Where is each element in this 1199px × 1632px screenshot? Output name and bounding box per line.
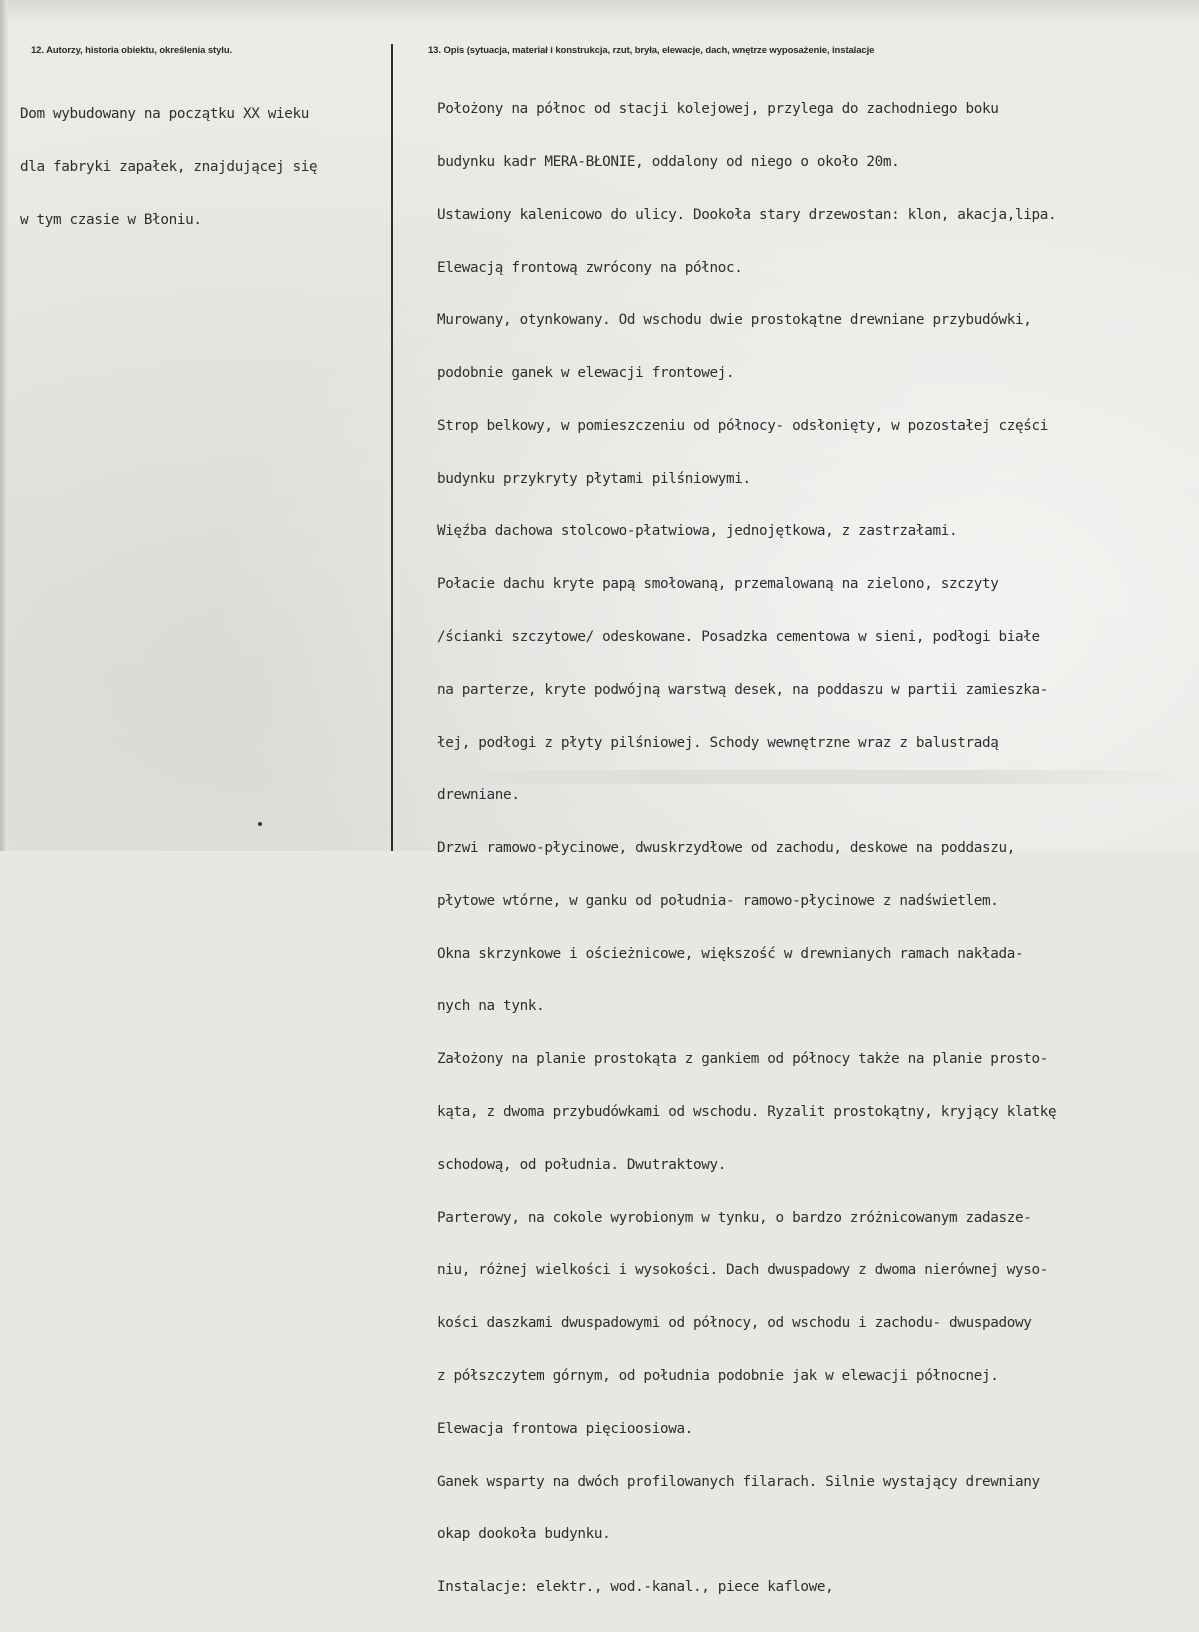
text-line: Elewacja frontowa pięcioosiowa. — [437, 1420, 693, 1437]
text-line: Drzwi ramowo-płycinowe, dwuskrzydłowe od zachodu, deskowe na poddaszu, — [437, 840, 1016, 857]
text-line: Założony na planie prostokąta z gankiem od północy także na planie prosto- — [437, 1051, 1049, 1068]
text-line: niu, różnej wielkości i wysokości. Dach dwuspadowy z dwoma nierównej wyso- — [437, 1262, 1049, 1279]
text-line: budynku kadr MERA-BŁONIE, oddalony od niego o około 20m. — [437, 153, 900, 170]
text-line: na parterze, kryte podwójną warstwą desek, na poddaszu w partii zamieszka- — [437, 681, 1049, 698]
text-line: Połacie dachu kryte papą smołowaną, przemalowaną na zielono, szczyty — [437, 576, 999, 593]
paper-top-edge — [0, 0, 1199, 22]
text-line: Położony na północ od stacji kolejowej, przylega do zachodniego boku — [437, 101, 999, 118]
text-line: z półszczytem górnym, od południa podobnie jak w elewacji północnej. — [437, 1367, 999, 1384]
text-line: podobnie ganek w elewacji frontowej. — [437, 365, 735, 382]
text-line: nych na tynk. — [437, 998, 545, 1015]
text-line: budynku przykryty płytami pilśniowymi. — [437, 470, 751, 487]
text-line: okap dookoła budynku. — [437, 1526, 611, 1543]
text-line: w tym czasie w Błoniu. — [20, 211, 202, 228]
text-line: kąta, z dwoma przybudówkami od wschodu. Ryzalit prostokątny, kryjący klatkę — [437, 1104, 1057, 1121]
section-12-text — [20, 71, 317, 265]
section-12-heading: 12. Autorzy, historia obiektu, określenia stylu. — [31, 45, 233, 56]
text-line: drewniane. — [437, 787, 520, 804]
section-13-heading: 13. Opis (sytuacja, materiał i konstrukcja, rzut, bryła, elewacje, dach, wnętrze wyposażenie, instalacje — [428, 45, 875, 56]
text-line: Elewacją frontową zwrócony na północ. — [437, 259, 743, 276]
text-line: Parterowy, na cokole wyrobionym w tynku, o bardzo zróżnicowanym zadaszе- — [437, 1209, 1032, 1226]
text-line: schodową, od południa. Dwutraktowy. — [437, 1156, 727, 1173]
text-line: dla fabryki zapałek, znajdującej się — [20, 158, 318, 175]
text-line: kości daszkami dwuspadowymi od północy, od wschodu i zachodu- dwuspadowy — [437, 1315, 1032, 1332]
text-line: Instalacje: elektr., wod.-kanal., piece kaflowe, — [437, 1579, 834, 1596]
text-line: Strop belkowy, w pomieszczeniu od północy- odsłonięty, w pozostałej części — [437, 417, 1049, 434]
column-divider — [391, 44, 393, 851]
text-line: Ganek wsparty na dwóch profilowanych filarach. Silnie wystający drewniany — [437, 1473, 1040, 1490]
paper-left-edge — [0, 0, 8, 851]
text-line: Murowany, otynkowany. Od wschodu dwie prostokątne drewniane przybudówki, — [437, 312, 1032, 329]
text-line: /ścianki szczytowe/ odeskowane. Posadzka cementowa w sieni, podłogi białe — [437, 629, 1040, 645]
text-line: Dom wybudowany na początku XX wieku — [20, 106, 310, 123]
show-through-text — [430, 770, 1190, 784]
ink-dot — [258, 822, 262, 826]
text-line: Okna skrzynkowe i ościeżnicowe, większość w drewnianych ramach nakłada- — [437, 945, 1024, 962]
text-line: Więźba dachowa stolcowo-płatwiowa, jednojętkowa, z zastrzałami. — [437, 523, 958, 540]
section-13-text — [437, 66, 1056, 1632]
text-line: Ustawiony kalenicowo do ulicy. Dookoła stary drzewostan: klon, akacja,lipa. — [437, 206, 1057, 223]
text-line: płytowe wtórne, w ganku od południa- ramowo-płycinowe z nadświetlem. — [437, 892, 999, 909]
text-line: łej, podłogi z płyty pilśniowej. Schody wewnętrzne wraz z balustradą — [437, 734, 999, 751]
